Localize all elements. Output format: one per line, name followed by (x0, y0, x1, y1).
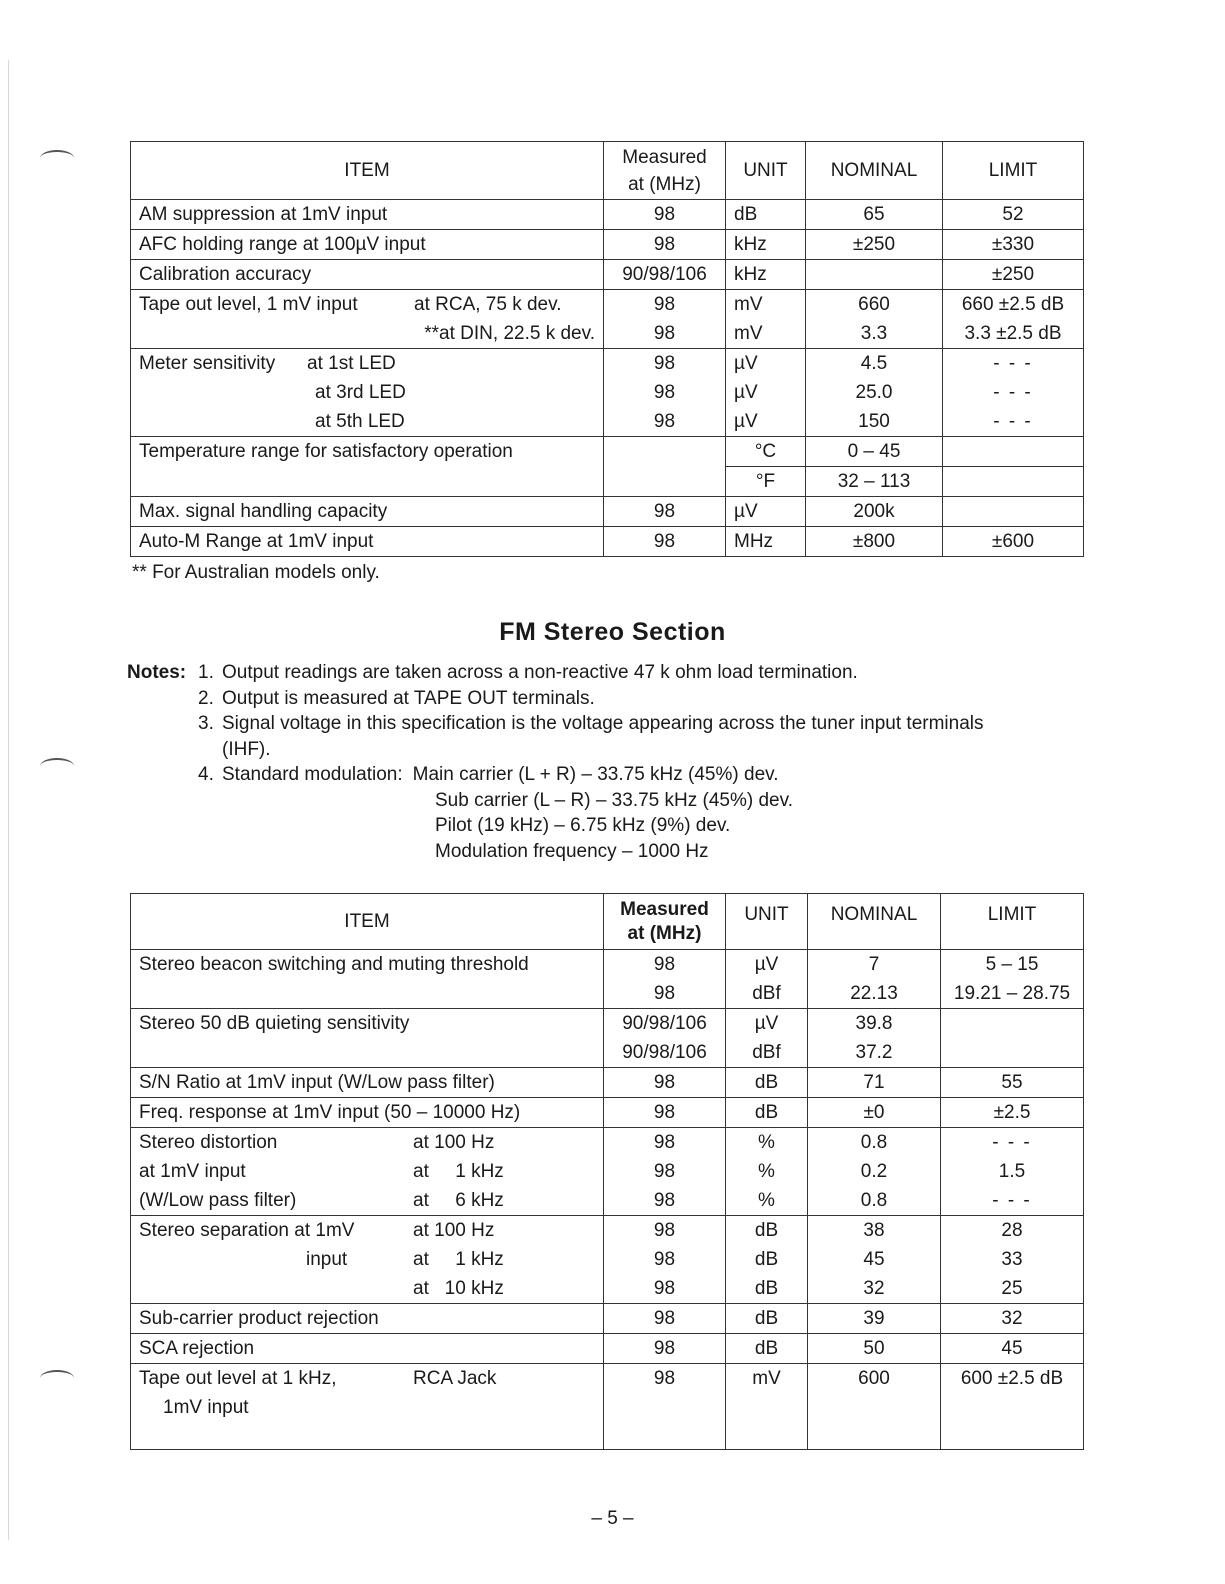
cell-unit: °C (726, 437, 806, 467)
cell-item: SCA rejection (131, 1334, 604, 1364)
cell-measured: 90/98/106 (604, 260, 726, 290)
cell-unit: dB (726, 1304, 808, 1334)
cell-condition: at 10 kHz (413, 1278, 504, 1299)
cell-limit: 5 – 15 (941, 950, 1084, 980)
cell-measured: 90/98/106 (604, 1009, 726, 1039)
cell-item: (W/Low pass filter) at 6 kHz (131, 1186, 604, 1216)
cell-limit (943, 497, 1084, 527)
page-number: – 5 – (591, 1508, 634, 1529)
cell-condition: at 100 Hz (413, 1132, 495, 1153)
table-row (131, 1334, 1084, 1364)
cell-measured: 98 (604, 1304, 726, 1334)
table-row (131, 979, 1084, 1009)
cell-nominal: ±800 (806, 527, 943, 557)
cell-unit: µV (726, 497, 806, 527)
cell-unit: dB (726, 200, 806, 230)
cell-nominal: 600 (808, 1364, 941, 1450)
cell-item: Sub-carrier product rejection (131, 1304, 604, 1334)
cell-item: at 1mV input at 1 kHz (131, 1157, 604, 1186)
table-row (131, 1128, 1084, 1158)
cell-unit: dB (726, 1098, 808, 1128)
cell-nominal: 38 (808, 1216, 941, 1246)
cell-nominal (806, 260, 943, 290)
cell-measured: 98 (604, 1334, 726, 1364)
cell-nominal: 3.3 (806, 319, 943, 349)
table-row (131, 497, 1084, 527)
cell-nominal: 71 (808, 1068, 941, 1098)
cell-limit (943, 437, 1084, 467)
cell-item: AFC holding range at 100µV input (131, 230, 604, 260)
cell-item (131, 1038, 604, 1068)
table-row (131, 230, 1084, 260)
cell-nominal: 660 (806, 290, 943, 320)
cell-nominal: 32 (808, 1274, 941, 1304)
cell-unit: mV (726, 1364, 808, 1450)
table-row (131, 407, 1084, 437)
cell-unit: dB (726, 1216, 808, 1246)
cell-measured: 98 (604, 319, 726, 349)
cell-limit: ±330 (943, 230, 1084, 260)
footnote: ** For Australian models only. (132, 562, 380, 583)
cell-limit: 19.21 – 28.75 (941, 979, 1084, 1009)
cell-measured: 98 (604, 979, 726, 1009)
cell-limit: - - - (941, 1186, 1084, 1216)
cell-unit: mV (726, 319, 806, 349)
header-item: ITEM (131, 894, 604, 950)
cell-limit: - - - (943, 407, 1084, 437)
cell-nominal: 4.5 (806, 349, 943, 379)
cell-item: Stereo separation at 1mV at 100 Hz (131, 1216, 604, 1246)
cell-item (131, 1274, 604, 1304)
table-row (131, 1304, 1084, 1334)
cell-condition: **at DIN, 22.5 k dev. (131, 319, 604, 349)
cell-nominal: 150 (806, 407, 943, 437)
table-row (131, 1098, 1084, 1128)
table-row (131, 1216, 1084, 1246)
notes-label: Notes: (127, 662, 187, 683)
header-item: ITEM (131, 142, 604, 200)
cell-unit: µV (726, 378, 806, 407)
binder-hole-mark (40, 150, 74, 166)
cell-nominal: 37.2 (808, 1038, 941, 1068)
cell-unit: dB (726, 1245, 808, 1274)
cell-condition: at 100 Hz (413, 1220, 495, 1241)
cell-item: Max. signal handling capacity (131, 497, 604, 527)
cell-limit: ±250 (943, 260, 1084, 290)
cell-measured: 98 (604, 200, 726, 230)
table-row (131, 1038, 1084, 1068)
cell-unit: % (726, 1186, 808, 1216)
cell-limit: 45 (941, 1334, 1084, 1364)
note-item: 1. Output readings are taken across a non-reactive 47 k ohm load termination. (198, 662, 858, 683)
cell-nominal: 0.2 (808, 1157, 941, 1186)
cell-limit: 3.3 ±2.5 dB (943, 319, 1084, 349)
cell-limit: 32 (941, 1304, 1084, 1334)
cell-limit (941, 1009, 1084, 1039)
cell-unit: % (726, 1128, 808, 1158)
cell-measured: 90/98/106 (604, 1038, 726, 1068)
cell-item: Stereo beacon switching and muting threshold (131, 950, 604, 980)
cell-nominal: 39 (808, 1304, 941, 1334)
cell-unit: µV (726, 1009, 808, 1039)
cell-unit: % (726, 1157, 808, 1186)
header-limit: LIMIT (941, 894, 1084, 950)
cell-condition: at 1 kHz (413, 1161, 504, 1182)
table-row (131, 1157, 1084, 1186)
table-row (131, 1274, 1084, 1304)
cell-measured: 98 (604, 1186, 726, 1216)
modulation-line: Modulation frequency – 1000 Hz (435, 840, 709, 862)
cell-nominal: 0 – 45 (806, 437, 943, 467)
table-row (131, 467, 1084, 497)
table-row (131, 260, 1084, 290)
header-unit: UNIT (726, 894, 808, 950)
cell-measured: 98 (604, 497, 726, 527)
cell-unit: dB (726, 1334, 808, 1364)
cell-item (131, 979, 604, 1009)
cell-item: Meter sensitivity at 1st LED (131, 349, 604, 379)
cell-condition: at 1st LED (307, 353, 396, 374)
cell-item: Calibration accuracy (131, 260, 604, 290)
cell-measured: 98 (604, 1128, 726, 1158)
cell-item: S/N Ratio at 1mV input (W/Low pass filter) (131, 1068, 604, 1098)
cell-limit: - - - (941, 1128, 1084, 1158)
fm-stereo-spec-table (130, 893, 1084, 1450)
cell-nominal: 32 – 113 (806, 467, 943, 497)
cell-nominal: 0.8 (808, 1186, 941, 1216)
notes-list (198, 660, 1098, 864)
cell-item: Stereo distortion at 100 Hz (131, 1128, 604, 1158)
table-row (131, 200, 1084, 230)
cell-measured: 98 (604, 290, 726, 320)
cell-item: Tape out level, 1 mV input at RCA, 75 k dev. (131, 290, 604, 320)
note-item: 3. Signal voltage in this specification is the voltage appearing across the tuner input terminals (198, 713, 984, 734)
table-row (131, 290, 1084, 320)
cell-condition: at 6 kHz (413, 1190, 504, 1211)
table-row (131, 950, 1084, 980)
cell-unit: kHz (726, 230, 806, 260)
note-item: 4. Standard modulation: Main carrier (L + R) – 33.75 kHz (45%) dev. (198, 764, 779, 785)
table-row (131, 1068, 1084, 1098)
table-row (131, 378, 1084, 407)
cell-item: AM suppression at 1mV input (131, 200, 604, 230)
table-row (131, 349, 1084, 379)
table-header-row (131, 894, 1084, 950)
header-nominal: NOMINAL (806, 142, 943, 200)
header-measured: Measured at (MHz) (604, 142, 726, 200)
table-row (131, 319, 1084, 349)
cell-measured: 98 (604, 1068, 726, 1098)
cell-limit: ±2.5 (941, 1098, 1084, 1128)
table-header-row (131, 142, 1084, 200)
cell-nominal: 45 (808, 1245, 941, 1274)
cell-unit: mV (726, 290, 806, 320)
cell-nominal: 0.8 (808, 1128, 941, 1158)
cell-unit: dBf (726, 1038, 808, 1068)
cell-measured: 98 (604, 407, 726, 437)
header-nominal: NOMINAL (808, 894, 941, 950)
cell-measured: 98 (604, 950, 726, 980)
note-item-continued: (IHF). (222, 738, 271, 760)
cell-condition: at 3rd LED (131, 378, 604, 407)
header-unit: UNIT (726, 142, 806, 200)
cell-unit: dBf (726, 979, 808, 1009)
cell-nominal: ±250 (806, 230, 943, 260)
modulation-line: Sub carrier (L – R) – 33.75 kHz (45%) dev. (435, 789, 793, 811)
cell-measured: 98 (604, 230, 726, 260)
cell-item: Stereo 50 dB quieting sensitivity (131, 1009, 604, 1039)
cell-measured: 98 (604, 527, 726, 557)
section-title: FM Stereo Section (499, 618, 726, 646)
cell-unit: MHz (726, 527, 806, 557)
table-row (131, 527, 1084, 557)
cell-measured (604, 467, 726, 497)
cell-condition: at 1 kHz (413, 1249, 504, 1270)
cell-unit: µV (726, 349, 806, 379)
cell-nominal: 39.8 (808, 1009, 941, 1039)
table-row (131, 1009, 1084, 1039)
cell-limit: 25 (941, 1274, 1084, 1304)
cell-limit: 1.5 (941, 1157, 1084, 1186)
scan-margin-line (8, 60, 9, 1540)
cell-nominal: 50 (808, 1334, 941, 1364)
cell-limit: 28 (941, 1216, 1084, 1246)
cell-item: Tape out level at 1 kHz, RCA Jack 1mV input (131, 1364, 604, 1450)
cell-measured: 98 (604, 1157, 726, 1186)
cell-unit: µV (726, 407, 806, 437)
cell-item: Auto-M Range at 1mV input (131, 527, 604, 557)
fm-spec-table (130, 141, 1084, 557)
header-limit: LIMIT (943, 142, 1084, 200)
cell-measured: 98 (604, 1245, 726, 1274)
modulation-line: Pilot (19 kHz) – 6.75 kHz (9%) dev. (435, 815, 731, 836)
table-row (131, 1186, 1084, 1216)
cell-limit: 55 (941, 1068, 1084, 1098)
cell-measured: 98 (604, 1216, 726, 1246)
cell-item (131, 467, 604, 497)
cell-measured: 98 (604, 349, 726, 379)
cell-measured: 98 (604, 1364, 726, 1450)
cell-limit: 33 (941, 1245, 1084, 1274)
cell-limit (941, 1038, 1084, 1068)
cell-unit: dB (726, 1274, 808, 1304)
table-row (131, 1364, 1084, 1450)
cell-nominal: 22.13 (808, 979, 941, 1009)
binder-hole-mark (40, 758, 74, 774)
cell-unit: °F (726, 467, 806, 497)
header-measured: Measured at (MHz) (604, 894, 726, 950)
cell-nominal: 65 (806, 200, 943, 230)
cell-item: Freq. response at 1mV input (50 – 10000 Hz) (131, 1098, 604, 1128)
binder-hole-mark (40, 1370, 74, 1386)
cell-limit: - - - (943, 378, 1084, 407)
cell-item: Temperature range for satisfactory operation (131, 437, 604, 467)
cell-measured: 98 (604, 1098, 726, 1128)
note-item: 2. Output is measured at TAPE OUT terminals. (198, 687, 595, 709)
cell-unit: kHz (726, 260, 806, 290)
cell-limit (943, 467, 1084, 497)
table-row (131, 437, 1084, 467)
cell-nominal: 25.0 (806, 378, 943, 407)
cell-condition: RCA Jack (413, 1368, 497, 1389)
table-row (131, 1245, 1084, 1274)
cell-measured: 98 (604, 1274, 726, 1304)
cell-unit: µV (726, 950, 808, 980)
cell-condition: at RCA, 75 k dev. (414, 294, 562, 315)
cell-limit: 52 (943, 200, 1084, 230)
cell-nominal: ±0 (808, 1098, 941, 1128)
cell-condition: at 5th LED (131, 407, 604, 437)
modulation-line: Main carrier (L + R) – 33.75 kHz (45%) dev. (412, 764, 779, 785)
cell-limit: 660 ±2.5 dB (943, 290, 1084, 320)
cell-limit: ±600 (943, 527, 1084, 557)
cell-limit: 600 ±2.5 dB (941, 1364, 1084, 1450)
cell-nominal: 200k (806, 497, 943, 527)
cell-limit: - - - (943, 349, 1084, 379)
cell-measured (604, 437, 726, 467)
cell-measured: 98 (604, 378, 726, 407)
cell-unit: dB (726, 1068, 808, 1098)
cell-item: input at 1 kHz (131, 1245, 604, 1274)
cell-nominal: 7 (808, 950, 941, 980)
